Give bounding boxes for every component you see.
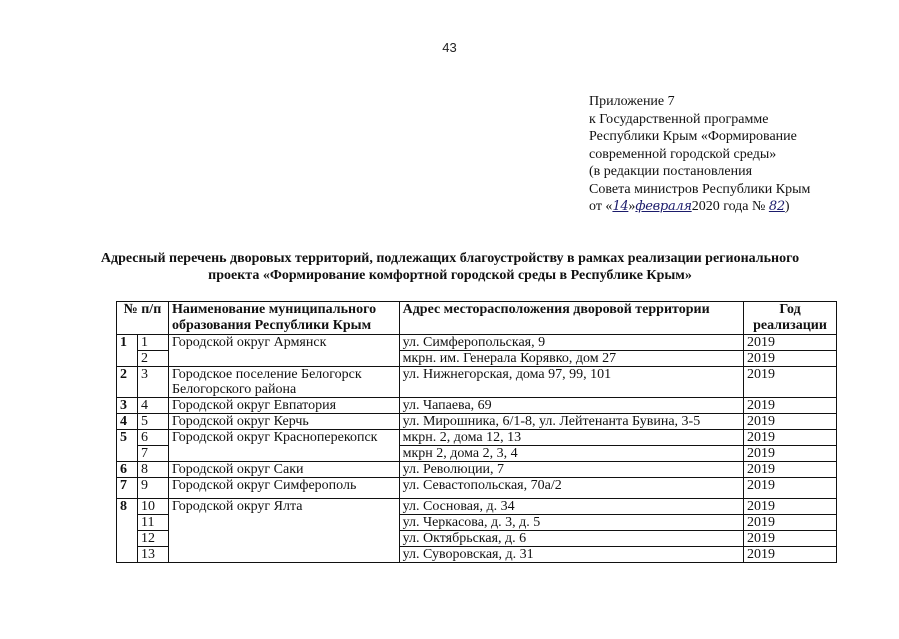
document-title: [60, 250, 840, 284]
date-year: 2020 года №: [691, 199, 766, 214]
row-number: 7: [137, 446, 168, 462]
row-number: 5: [137, 414, 168, 430]
year-cell: 2019: [744, 515, 837, 531]
address-cell: ул. Сосновая, д. 34: [399, 499, 743, 515]
year-cell: 2019: [744, 430, 837, 446]
appendix-line: Республики Крым «Формирование: [589, 129, 797, 144]
appendix-block: [589, 93, 889, 216]
municipality-cell: Городской округ Красноперекопск: [168, 430, 399, 462]
address-cell: ул. Симферопольская, 9: [399, 335, 743, 351]
table-row: [117, 499, 837, 515]
table-row: [117, 430, 837, 446]
row-number: 2: [137, 351, 168, 367]
row-number: 11: [137, 515, 168, 531]
year-cell: 2019: [744, 547, 837, 563]
appendix-line: современной городской среды»: [589, 146, 777, 162]
group-number: 1: [117, 335, 138, 367]
row-number: 8: [137, 462, 168, 478]
header-num: № п/п: [117, 302, 169, 335]
year-cell: 2019: [744, 478, 837, 499]
address-cell: ул. Революции, 7: [399, 462, 743, 478]
year-cell: 2019: [744, 414, 837, 430]
header-municipality: Наименование муниципального образования Республики Крым: [168, 302, 399, 335]
row-number: 13: [137, 547, 168, 563]
municipality-cell: Городской округ Армянск: [168, 335, 399, 367]
row-number: 10: [137, 499, 168, 515]
address-cell: ул. Черкасова, д. 3, д. 5: [399, 515, 743, 531]
header-year: Год реализации: [744, 302, 837, 335]
year-cell: 2019: [744, 531, 837, 547]
appendix-date-line: [589, 198, 889, 216]
table-row: [117, 414, 837, 430]
year-cell: 2019: [744, 499, 837, 515]
address-cell: мкрн. 2, дома 12, 13: [399, 430, 743, 446]
group-number: 2: [117, 367, 138, 398]
year-cell: 2019: [744, 462, 837, 478]
date-prefix: от «: [589, 199, 613, 214]
address-cell: ул. Октябрьская, д. 6: [399, 531, 743, 547]
table-row: [117, 398, 837, 414]
appendix-line: Совета министров Республики Крым: [589, 181, 811, 197]
title-line: проекта «Формирование комфортной городской среды в Республике Крым»: [208, 268, 692, 283]
table-row: [117, 462, 837, 478]
row-number: 3: [137, 367, 168, 398]
address-cell: ул. Нижнегорская, дома 97, 99, 101: [399, 367, 743, 398]
year-cell: 2019: [744, 335, 837, 351]
municipality-cell: Городской округ Саки: [168, 462, 399, 478]
year-cell: 2019: [744, 446, 837, 462]
municipality-cell: Городской округ Симферополь: [168, 478, 399, 499]
municipality-cell: Городской округ Евпатория: [168, 398, 399, 414]
table-header-row: [117, 302, 837, 335]
handwritten-month: февраля: [635, 199, 692, 214]
date-mid: »: [628, 199, 636, 214]
table-row: [117, 478, 837, 499]
page-number: 43: [442, 40, 457, 55]
group-number: 8: [117, 499, 138, 563]
row-number: 1: [137, 335, 168, 351]
table-row: [117, 335, 837, 351]
row-number: 12: [137, 531, 168, 547]
appendix-line: Приложение 7: [589, 94, 675, 109]
group-number: 6: [117, 462, 138, 478]
title-line: Адресный перечень дворовых территорий, подлежащих благоустройству в рамках реализации регионального: [100, 251, 800, 266]
address-table: [116, 301, 837, 563]
municipality-cell: Городской округ Ялта: [168, 499, 399, 563]
address-cell: мкрн 2, дома 2, 3, 4: [399, 446, 743, 462]
group-number: 7: [117, 478, 138, 499]
municipality-cell: Городской округ Керчь: [168, 414, 399, 430]
handwritten-number: 82: [768, 199, 785, 214]
appendix-line: (в редакции постановления: [589, 164, 753, 179]
table-row: [117, 367, 837, 398]
address-cell: ул. Суворовская, д. 31: [399, 547, 743, 563]
row-number: 6: [137, 430, 168, 446]
address-cell: мкрн. им. Генерала Корявко, дом 27: [399, 351, 743, 367]
appendix-line: к Государственной программе: [589, 111, 769, 127]
address-cell: ул. Чапаева, 69: [399, 398, 743, 414]
year-cell: 2019: [744, 367, 837, 398]
group-number: 3: [117, 398, 138, 414]
handwritten-day: 14: [612, 199, 629, 214]
group-number: 4: [117, 414, 138, 430]
group-number: 5: [117, 430, 138, 462]
row-number: 4: [137, 398, 168, 414]
address-cell: ул. Севастопольская, 70а/2: [399, 478, 743, 499]
year-cell: 2019: [744, 398, 837, 414]
municipality-cell: Городское поселение Белогорск Белогорского района: [168, 367, 399, 398]
row-number: 9: [137, 478, 168, 499]
date-suffix: ): [784, 199, 790, 214]
year-cell: 2019: [744, 351, 837, 367]
address-cell: ул. Мирошника, 6/1-8, ул. Лейтенанта Бувина, 3-5: [399, 414, 743, 430]
header-address: Адрес месторасположения дворовой территории: [399, 302, 743, 335]
